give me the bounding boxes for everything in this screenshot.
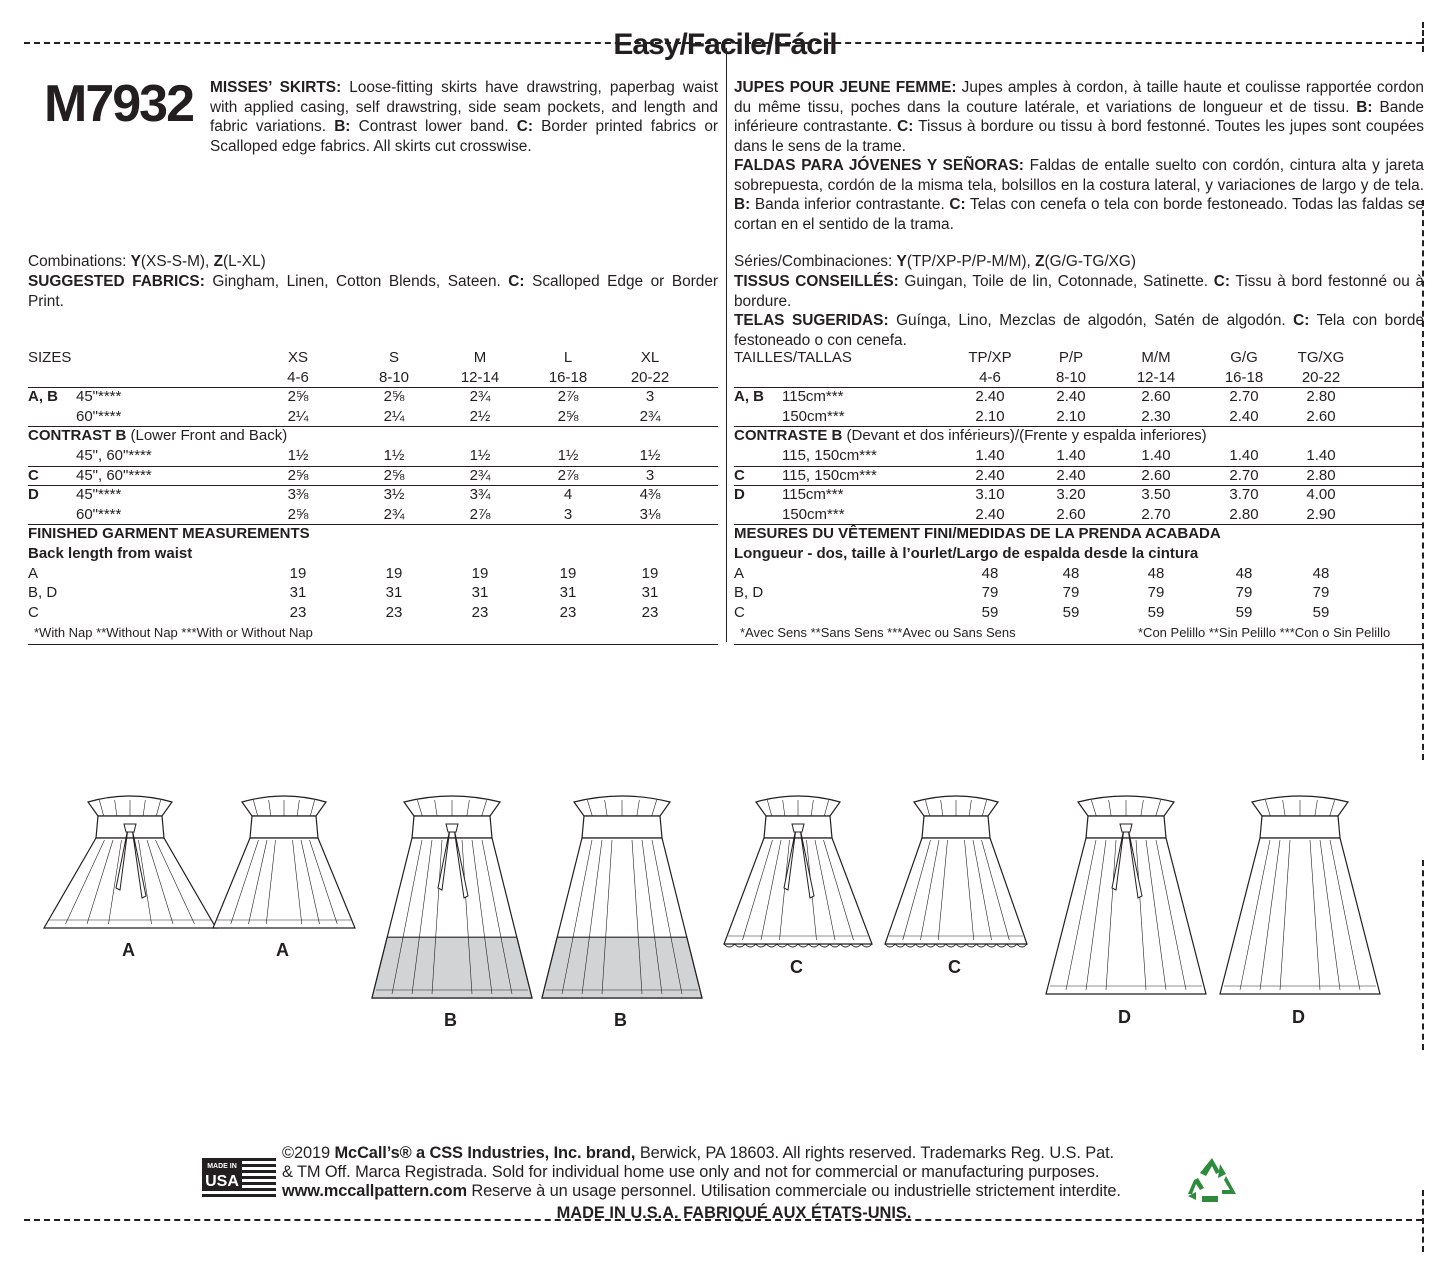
view-label-C: C [790,957,803,977]
measurement-value: 59 [981,603,999,621]
view-label-D: D [1292,1007,1305,1027]
view-label: A [734,564,745,582]
svg-text:USA: USA [205,1173,239,1190]
right-cut-line [1422,860,1424,1050]
size-range: 20-22 [630,368,670,386]
fabric-width: 45"**** [76,486,122,504]
view-label: A, B [734,388,764,406]
yardage-value: 2.40 [975,388,1005,406]
view-label-D: D [1118,1007,1131,1027]
yardage-value: 2⅝ [287,388,309,406]
yardage-value: 2.30 [1141,407,1171,425]
yardage-value: 2.60 [1141,466,1171,484]
skirt-sketch-view-C [714,792,882,958]
yardage-value: 1.40 [975,447,1005,464]
size-name: G/G [1230,349,1258,366]
size-range: 4-6 [979,368,1001,386]
yardage-value: 1.40 [1141,447,1171,464]
fabric-width: 45", 60"**** [76,447,152,464]
size-name: S [388,349,399,366]
fabric-width: 115cm*** [782,486,844,504]
yardage-value: 1½ [287,447,309,464]
yardage-value: 2.70 [1229,466,1259,484]
view-label: C [734,466,745,484]
view-label: B, D [734,584,764,602]
yardage-value: 2.40 [975,505,1005,523]
yardage-value: 2¾ [469,388,491,406]
fabrics-fr: TISSUS CONSEILLÉS: Guingan, Toile de lin, Cotonnade, Satinette. C: Tissu à bord festonné ou à bordure. [734,273,1425,310]
yardage-value: 2.10 [975,407,1005,425]
yardage-value: 1½ [557,447,579,464]
fabric-width: 60"**** [76,407,122,425]
back-length-label: Back length from waist [28,545,193,562]
fabric-width: 115cm*** [782,388,844,406]
yardage-value: 2.10 [1056,407,1086,425]
size-range: 20-22 [1301,368,1341,386]
fabrics-en: SUGGESTED FABRICS: Gingham, Linen, Cotton Blends, Sateen. C: Scalloped Edge or Border Print. [28,273,719,310]
yardage-value: 3 [645,466,655,484]
measurement-value: 31 [385,584,403,602]
yardage-value: 2.40 [1056,466,1086,484]
fabric-width: 150cm*** [782,505,845,523]
yardage-value: 2.80 [1229,505,1259,523]
size-range: 16-18 [1224,368,1264,386]
pattern-number: M7932 [44,75,193,133]
yardage-value: 2⅞ [557,466,579,484]
measurement-value: 31 [471,584,489,602]
copyright-footer: ©2019 McCall’s® a CSS Industries, Inc. brand, Berwick, PA 18603. All rights reserved. Trademarks Reg. U.S. Pat. & TM Off. Marca Registrada. Sold for individual home use only and not for commercial or manufacturing purposes. www.mccallpattern.com Reserve à un usage personnel. Utilisation commerciale ou industrielle strictement interdite. [282,1144,1121,1200]
yardage-value: 2.40 [1229,407,1259,425]
yardage-value: 3½ [383,486,405,504]
yardage-value: 2.70 [1229,388,1259,406]
measurement-value: 59 [1235,603,1253,621]
fabric-width: 115, 150cm*** [782,466,877,484]
website-link[interactable]: www.mccallpattern.com [282,1182,467,1200]
measurement-value: 59 [1312,603,1330,621]
size-name: M [473,349,487,366]
combinations-en: Combinations: Y(XS-S-M), Z(L-XL) [28,253,266,270]
measurement-value: 79 [1235,584,1253,602]
yardage-value: 2⅞ [557,388,579,406]
size-name: TP/XP [968,349,1012,366]
measurement-value: 31 [641,584,659,602]
yardage-value: 2.90 [1306,505,1336,523]
yardage-value: 3 [563,505,573,523]
yardage-value: 3.50 [1141,486,1171,504]
size-range: 8-10 [1055,368,1087,386]
view-label: D [734,486,745,504]
skirt-sketch-view-D [1036,792,1216,1008]
yardage-value: 2¾ [639,407,661,425]
measurement-value: 79 [1312,584,1330,602]
measurement-value: 48 [981,564,999,582]
yardage-value: 2⅞ [469,505,491,523]
yardage-value: 1.40 [1306,447,1336,464]
yardage-value: 2¾ [469,466,491,484]
description-fr-es: JUPES POUR JEUNE FEMME: Jupes amples à cordon, à taille haute et coulisse rapportée cordon du même tissu, poches dans la couture latérale, et variations de longueur et de tissu. B: Bande inférieure contrastante. C: Tissus à bordure ou tissu à bord festonné. Toutes les jupes sont coupées dans le sens de la trame. FALDAS PARA JÓVENES Y SEÑORAS: Faldas de entalle suelto con cordón, cintura alta y jareta sobrepuesta, cordón de la misma tela, bolsillos en la costura lateral, y variaciones de largo y de tela. B: Banda inferior contrastante. C: Telas con cenefa o tela con borde festoneado. Todas las faldas se cortan en el sentido de la trama. [734,79,1425,233]
measurement-value: 59 [1062,603,1080,621]
finished-measurements-header: FINISHED GARMENT MEASUREMENTS [28,525,310,543]
yardage-value: 2⅝ [383,466,405,484]
skirt-sketch-view-C [875,792,1037,958]
view-label-C: C [948,957,961,977]
yardage-value: 2⅝ [287,466,309,484]
fabric-width: 60"**** [76,505,122,523]
size-name: XL [640,349,660,366]
combinations-fr-es: Séries/Combinaciones: Y(TP/XP-P/P-M/M), Z(G/G-TG/XG) [734,253,1136,270]
view-label: B, D [28,584,58,602]
table-rule [734,644,1424,645]
yardage-value: 3¾ [469,486,491,504]
yardage-value: 1½ [639,447,661,464]
yardage-value: 4⅜ [639,486,661,504]
yardage-value: 2.40 [975,466,1005,484]
yardage-value: 1.40 [1229,447,1259,464]
skirt-sketch-view-D [1210,792,1390,1008]
measurement-value: 23 [471,603,489,621]
size-range: 4-6 [287,368,309,386]
skirt-sketch-view-B [362,792,542,1012]
view-label: C [28,603,39,621]
yardage-value: 2¼ [287,407,309,425]
measurement-value: 31 [559,584,577,602]
yardage-value: 3⅜ [287,486,309,504]
column-divider [726,48,727,642]
difficulty-title: Easy/Facile/Fácil [613,28,837,61]
yardage-value: 3⅛ [639,505,661,523]
made-in-usa-flag-icon [202,1158,276,1198]
yardage-value: 2½ [469,407,491,425]
yardage-value: 1.40 [1056,447,1086,464]
size-name: P/P [1058,349,1084,366]
made-in-usa-text: MADE IN U.S.A. FABRIQUÉ AUX ÉTATS-UNIS. [556,1204,912,1222]
measurement-value: 48 [1235,564,1253,582]
fabric-width: 45"**** [76,388,122,406]
yardage-value: 2.60 [1141,388,1171,406]
measurement-value: 19 [559,564,577,582]
yardage-value: 2¼ [383,407,405,425]
description-en: MISSES’ SKIRTS: Loose-fitting skirts have drawstring, paperbag waist with applied casing, self drawstring, side seam pockets, and length and fabric variations. B: Contrast lower band. C: Border printed fabrics or Scalloped edge fabrics. All skirts cut crosswise. [210,79,719,155]
view-label: C [28,466,39,484]
table-rule [28,644,718,645]
view-label: C [734,603,745,621]
measurement-value: 59 [1147,603,1165,621]
yardage-value: 2⅝ [287,505,309,523]
size-range: 12-14 [460,368,500,386]
yardage-value: 1½ [383,447,405,464]
yardage-value: 1½ [469,447,491,464]
size-range: 8-10 [378,368,410,386]
view-label-A: A [276,940,289,960]
measurement-value: 48 [1147,564,1165,582]
measurement-value: 19 [385,564,403,582]
fabric-width: 150cm*** [782,407,845,425]
skirt-sketch-view-A [203,792,365,942]
measurement-value: 23 [559,603,577,621]
view-label: D [28,486,39,504]
view-label-A: A [122,940,135,960]
measurement-value: 19 [289,564,307,582]
yardage-value: 2.80 [1306,466,1336,484]
size-range: 16-18 [548,368,588,386]
yardage-value: 3.70 [1229,486,1259,504]
yardage-value: 3.10 [975,486,1005,504]
measurement-value: 79 [981,584,999,602]
measurement-value: 31 [289,584,307,602]
fabric-width: 45", 60"**** [76,466,152,484]
measurement-value: 19 [471,564,489,582]
view-label-B: B [444,1010,457,1030]
yardage-value: 3 [645,388,655,406]
size-name: M/M [1141,349,1171,366]
nap-note-es: *Con Pelillo **Sin Pelillo ***Con o Sin Pelillo [1138,625,1391,641]
yardage-value: 2⅝ [557,407,579,425]
measurement-value: 48 [1312,564,1330,582]
yardage-value: 2.70 [1141,505,1171,523]
measurement-value: 23 [289,603,307,621]
size-name: XS [287,349,308,366]
fabrics-es: TELAS SUGERIDAS: Guínga, Lino, Mezclas de algodón, Satén de algodón. C: Tela con borde festoneado o con cenefa. [734,312,1425,349]
yardage-value: 2.60 [1306,407,1336,425]
measurement-value: 79 [1147,584,1165,602]
size-name: L [563,349,573,366]
yardage-value: 2⅝ [383,388,405,406]
contrast-header: CONTRASTE B (Devant et dos inférieurs)/(Frente y espalda inferiores) [734,427,1207,445]
sizes-header: SIZES [28,349,72,366]
measurement-value: 23 [385,603,403,621]
skirt-sketch-view-A [34,792,226,942]
back-length-label: Longueur - dos, taille à l’ourlet/Largo de espalda desde la cintura [734,545,1199,562]
view-label-B: B [614,1010,627,1030]
sizes-header: TAILLES/TALLAS [734,349,852,366]
size-name: TG/XG [1297,349,1345,366]
view-label: A [28,564,39,582]
measurement-value: 19 [641,564,659,582]
svg-text:MADE IN: MADE IN [207,1163,237,1170]
measurement-value: 48 [1062,564,1080,582]
yardage-value: 4 [563,486,573,504]
yardage-value: 2.60 [1056,505,1086,523]
finished-measurements-header: MESURES DU VÊTEMENT FINI/MEDIDAS DE LA PRENDA ACABADA [734,525,1221,543]
nap-note-fr: *Avec Sens **Sans Sens ***Avec ou Sans Sens [740,625,1016,641]
yardage-value: 2.40 [1056,388,1086,406]
measurement-value: 79 [1062,584,1080,602]
yardage-value: 2.80 [1306,388,1336,406]
contrast-header: CONTRAST B (Lower Front and Back) [28,427,288,445]
size-range: 12-14 [1136,368,1176,386]
yardage-value: 3.20 [1056,486,1086,504]
recycle-icon [1186,1156,1238,1204]
yardage-value: 4.00 [1306,486,1336,504]
view-label: A, B [28,388,58,406]
nap-note: *With Nap **Without Nap ***With or Without Nap [34,625,313,641]
measurement-value: 23 [641,603,659,621]
yardage-value: 2¾ [383,505,405,523]
skirt-sketch-view-B [532,792,712,1012]
fabric-width: 115, 150cm*** [782,447,877,464]
